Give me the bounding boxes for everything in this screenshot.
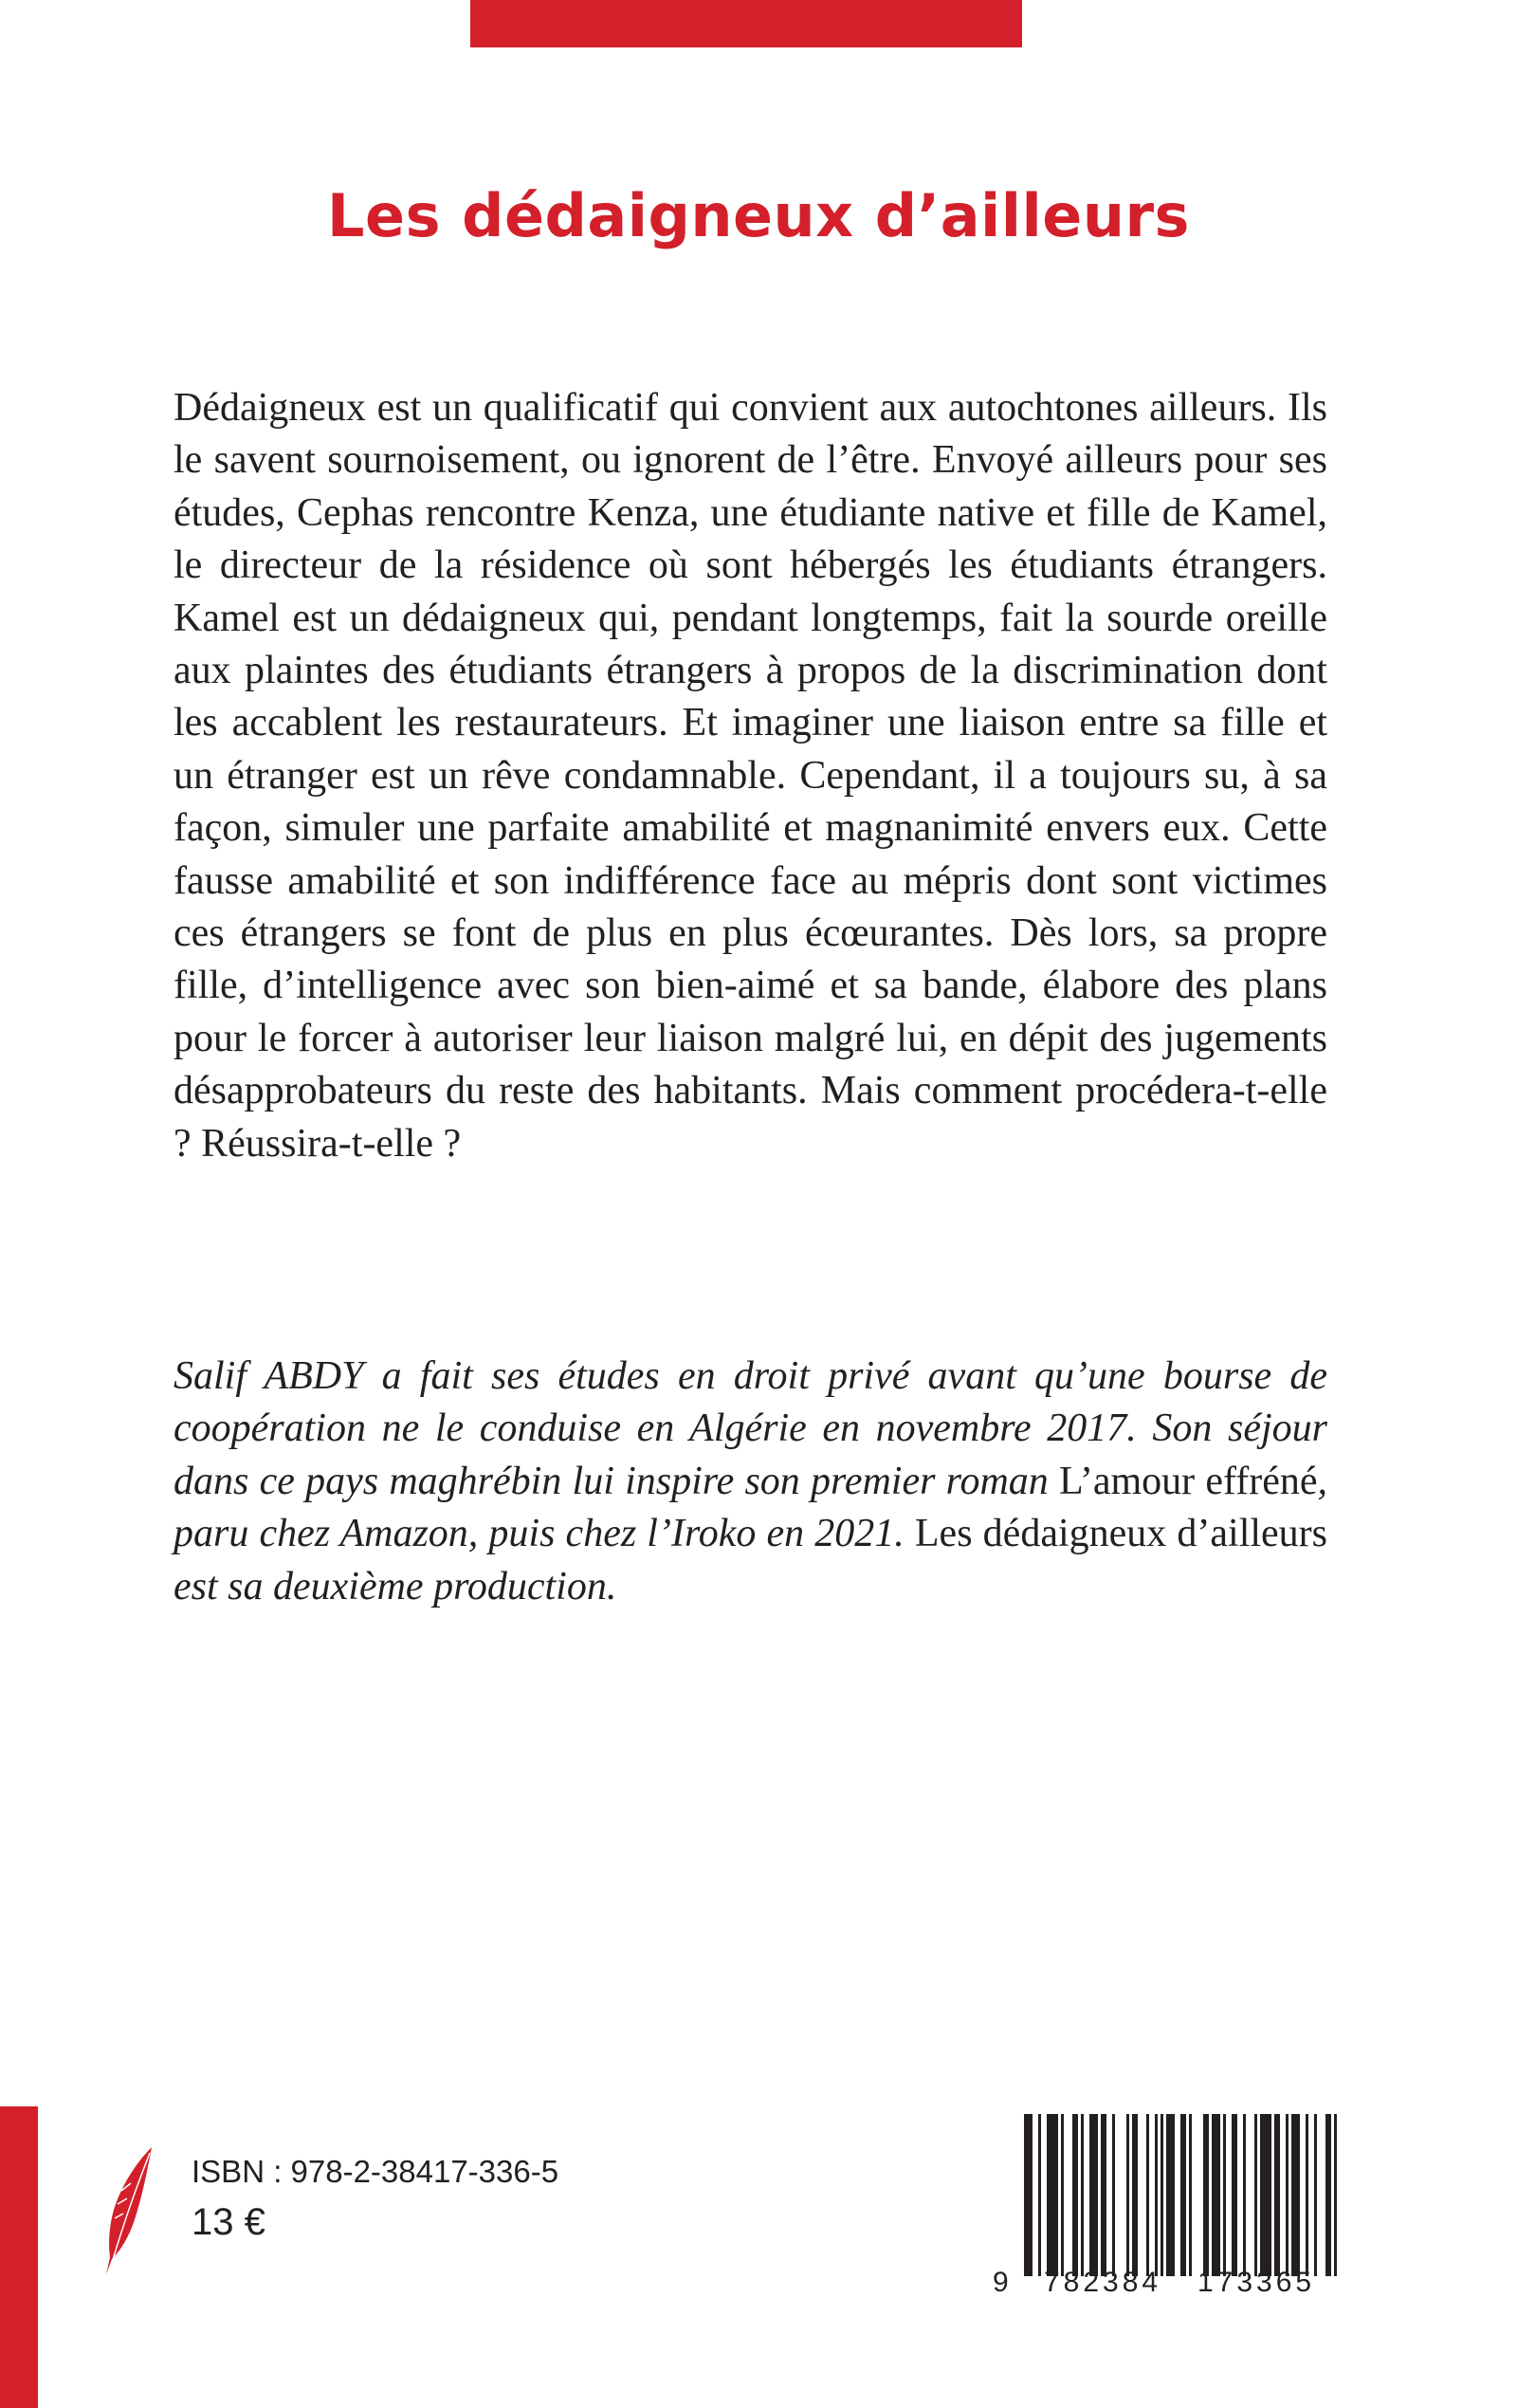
- barcode-bar: [1189, 2114, 1192, 2276]
- barcode-bar: [1132, 2114, 1138, 2276]
- barcode: [989, 2110, 1340, 2309]
- barcode-bar: [1243, 2114, 1246, 2276]
- barcode-bar: [1232, 2114, 1237, 2276]
- feather-icon: [102, 2145, 159, 2276]
- bio-part-1: Salif ABDY a fait ses études en droit privé avant qu’une bourse de coopération ne le conduise en Algérie en novembre 2017. Son séjour dans ce pays maghrébin lui inspire son premier roman: [174, 1354, 1327, 1503]
- barcode-bar: [1291, 2114, 1300, 2276]
- barcode-digits-right: 173365: [1197, 2267, 1316, 2298]
- book-title: Les dédaigneux d’ailleurs: [327, 181, 1190, 250]
- bio-part-2: , paru chez Amazon, puis chez l’Iroko en 2021.: [174, 1459, 1327, 1556]
- barcode-bar: [1024, 2114, 1033, 2276]
- barcode-bar: [1112, 2114, 1115, 2276]
- barcode-bar: [1180, 2114, 1186, 2276]
- barcode-digit-first: 9: [993, 2267, 1009, 2298]
- barcode-bar: [1101, 2114, 1106, 2276]
- barcode-bar: [1081, 2114, 1084, 2276]
- first-novel-title: L’amour effréné: [1059, 1459, 1318, 1503]
- author-bio: [174, 1351, 1327, 1613]
- barcode-bar: [1334, 2114, 1337, 2276]
- barcode-bar: [1155, 2114, 1158, 2276]
- barcode-bar: [1126, 2114, 1129, 2276]
- barcode-bar: [1161, 2114, 1163, 2276]
- barcode-bar: [1212, 2114, 1220, 2276]
- barcode-bar: [1061, 2114, 1064, 2276]
- bio-part-3: est sa deuxième production.: [174, 1564, 617, 1608]
- isbn-text: ISBN : 978-2-38417-336-5: [192, 2154, 559, 2189]
- barcode-bar: [1223, 2114, 1226, 2276]
- barcode-bars: [1024, 2114, 1340, 2276]
- barcode-bar: [1072, 2114, 1078, 2276]
- barcode-bar: [1314, 2114, 1317, 2276]
- barcode-bar: [1146, 2114, 1149, 2276]
- barcode-bar: [1166, 2114, 1175, 2276]
- barcode-bar: [1089, 2114, 1098, 2276]
- second-novel-title: Les dédaigneux d’ailleurs: [914, 1512, 1327, 1556]
- barcode-bar: [1203, 2114, 1209, 2276]
- barcode-bar: [1306, 2114, 1308, 2276]
- barcode-bar: [1260, 2114, 1271, 2276]
- top-accent-bar: [470, 0, 1022, 47]
- barcode-bar: [1038, 2114, 1041, 2276]
- bottom-left-accent-bar: [0, 2106, 38, 2408]
- synopsis-text: Dédaigneux est un qualificatif qui convient aux autochtones ailleurs. Ils le savent sournoisement, ou ignorent de l’être. Envoyé ailleurs pour ses études, Cephas rencontre Kenza, une étudiante native et fille de Kamel, le directeur de la résidence où sont hébergés les étudiants étrangers. Kamel est un dédaigneux qui, pendant longtemps, fait la sourde oreille aux plaintes des étudiants étrangers à propos de la discrimination dont les accablent les restaurateurs. Et imaginer une liaison entre sa fille et un étranger est un rêve condamnable. Cependant, il a toujours su, à sa façon, simuler une parfaite amabilité et magnanimité envers eux. Cette fausse amabilité et son indifférence face au mépris dont sont victimes ces étrangers se font de plus en plus écœurantes. Dès lors, sa propre fille, d’intelligence avec son bien-aimé et sa bande, élabore des plans pour le forcer à autoriser leur liaison malgré lui, en dépit des jugements désapprobateurs du reste des habitants. Mais comment procédera-t-elle ? Réussira-t-elle ?: [174, 386, 1327, 1166]
- price-text: 13 €: [192, 2201, 265, 2243]
- barcode-bar: [1286, 2114, 1289, 2276]
- barcode-bar: [1254, 2114, 1257, 2276]
- barcode-bar: [1047, 2114, 1058, 2276]
- barcode-bar: [1274, 2114, 1280, 2276]
- barcode-digits-left: 782384: [1044, 2267, 1162, 2298]
- barcode-bar: [1325, 2114, 1331, 2276]
